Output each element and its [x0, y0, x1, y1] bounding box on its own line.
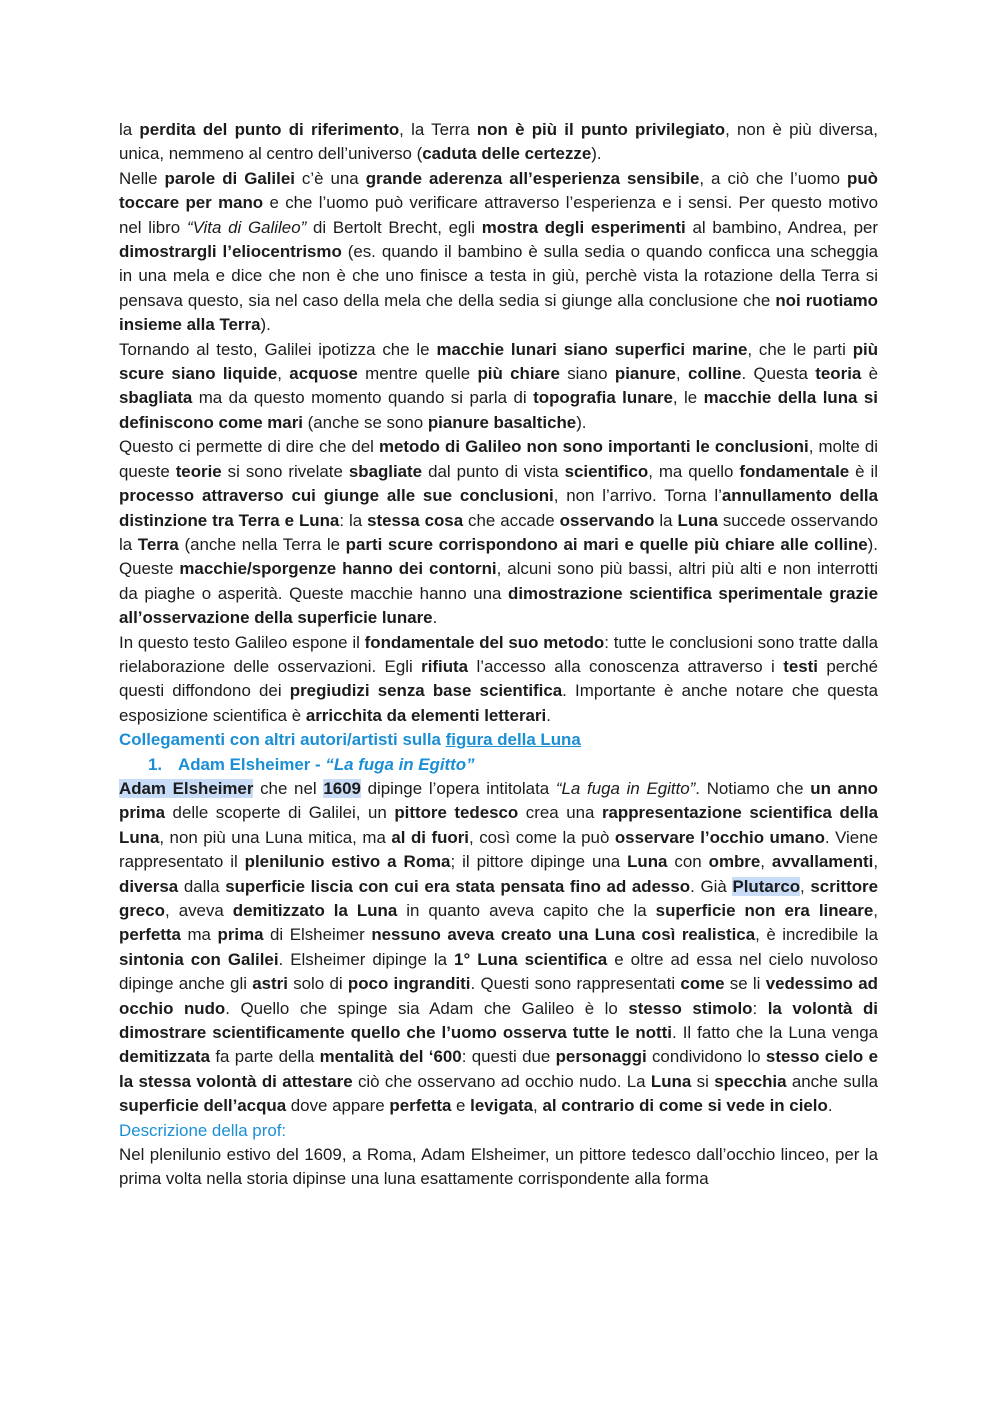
- text-run: , alcuni sono più bassi, altri più alti e non interrotti da piaghe o asperità. Queste macchie hanno una: [119, 559, 879, 603]
- bold-text: teoria: [815, 364, 862, 384]
- paragraph-metodo-galileo: [119, 435, 878, 630]
- bold-text: osservando: [559, 510, 655, 530]
- subheading-prefix: Adam Elsheimer -: [178, 754, 326, 774]
- section-heading-collegamenti: [119, 728, 878, 752]
- paragraph-fondamentale-metodo: [119, 631, 878, 729]
- paragraph-macchie-lunari: [119, 338, 878, 436]
- bold-text: astri: [252, 974, 288, 994]
- text-run: ma: [180, 925, 218, 945]
- text-run: Questo ci permette di dire che del: [119, 437, 379, 457]
- bold-text: dimostrargli l’eliocentrismo: [119, 242, 342, 262]
- bold-text: Luna: [627, 852, 668, 872]
- bold-text: processo attraverso cui giunge alle sue conclusioni: [119, 486, 554, 506]
- text-run: ).: [260, 315, 271, 335]
- bold-text: annullamento della distinzione tra Terra e Luna: [119, 486, 879, 530]
- text-run: : questi due: [461, 1047, 556, 1067]
- bold-text: dimostrazione scientifica sperimentale grazie all’osservazione della superficie lunare: [119, 583, 878, 628]
- text-run: che accade: [463, 510, 560, 530]
- bold-text: un anno prima: [119, 778, 878, 823]
- text-run: ,: [277, 364, 290, 384]
- bold-text: pianure basaltiche: [427, 412, 577, 432]
- bold-text: grande aderenza all’esperienza sensibile: [365, 168, 700, 188]
- paragraph-elsheimer: [119, 777, 878, 1119]
- bold-text: superficie non era lineare: [655, 901, 874, 920]
- bold-text: superficie dell’acqua: [119, 1096, 287, 1116]
- text-run: se li: [724, 974, 766, 994]
- text-run: ,: [873, 901, 878, 920]
- bold-text: rifiuta: [421, 656, 469, 676]
- text-run: , le: [672, 388, 704, 408]
- text-run: , aveva: [165, 901, 233, 920]
- text-run: .: [546, 705, 551, 725]
- text-run: con: [667, 852, 709, 872]
- subheading-title: “La fuga in Egitto”: [325, 754, 475, 774]
- text-run: . Viene rappresentato il: [119, 827, 878, 872]
- bold-text: personaggi: [555, 1047, 647, 1067]
- bold-text: la volontà di dimostrare scientificamente quello che l’uomo osserva tutte le notti: [119, 998, 878, 1043]
- bold-text: acquose: [289, 364, 358, 384]
- text-run: . Importante è anche notare che questa esposizione scientifica è: [119, 681, 878, 725]
- text-run: dipinge l’opera intitolata: [360, 778, 556, 798]
- bold-text: arricchita da elementi letterari: [305, 705, 547, 725]
- bold-text: stesso stimolo: [628, 998, 753, 1018]
- text-run: la: [119, 120, 140, 139]
- text-run: ; il pittore dipinge una: [450, 852, 628, 872]
- text-run: , non è più diversa, unica, nemmeno al centro dell’universo (: [119, 120, 878, 164]
- text-run: Nel plenilunio estivo del 1609, a Roma, Adam Elsheimer, un pittore tedesco dall’occhio linceo, per la prima volta nella storia dipinse una luna esattamente corrispondente alla forma: [119, 1145, 878, 1189]
- text-run: è: [861, 364, 879, 384]
- bold-text: plenilunio estivo a Roma: [244, 852, 451, 872]
- paragraph-plenilunio: [119, 1143, 878, 1192]
- bold-text: può toccare per mano: [119, 168, 878, 213]
- text-run: e che l’uomo può verificare attraverso l’esperienza e i sensi. Per questo motivo nel libro: [119, 193, 878, 237]
- text-run: delle scoperte di Galilei, un: [165, 803, 395, 823]
- text-run: ).: [576, 412, 587, 432]
- bold-text: al contrario di come si vede in cielo: [542, 1096, 828, 1116]
- heading-link-figura-luna[interactable]: figura della Luna: [445, 730, 581, 750]
- highlighted-text: Adam Elsheimer: [119, 778, 254, 798]
- text-run: di Elsheimer: [263, 925, 372, 945]
- bold-text: levigata: [470, 1096, 534, 1116]
- bold-text: ombre: [708, 852, 761, 872]
- text-run: , a ciò che l’uomo: [699, 168, 848, 188]
- list-number: 1.: [148, 754, 163, 774]
- text-run: . Già: [690, 876, 733, 896]
- text-run: fa parte della: [210, 1047, 320, 1067]
- bold-text: scientifico: [564, 461, 649, 481]
- text-run: ,: [533, 1096, 543, 1116]
- text-run: In questo testo Galileo espone il: [119, 632, 365, 652]
- bold-text: al di fuori: [391, 827, 469, 847]
- bold-text: testi: [783, 656, 818, 676]
- bold-text: diversa: [119, 876, 179, 896]
- text-run: ,: [760, 852, 772, 872]
- bold-text: stessa cosa: [367, 510, 464, 530]
- bold-text: Luna: [677, 510, 718, 530]
- text-run: .: [432, 608, 438, 628]
- text-run: , la Terra: [399, 120, 477, 139]
- text-run: in quanto aveva capito che la: [397, 901, 656, 920]
- bold-text: avvallamenti: [771, 852, 874, 872]
- bold-text: 1° Luna scientifica: [454, 949, 608, 969]
- text-run: si: [691, 1071, 715, 1091]
- text-run: (anche se sono: [302, 412, 428, 432]
- text-run: , ma quello: [648, 461, 740, 481]
- text-run: ,: [675, 364, 688, 384]
- highlighted-text: 1609: [323, 778, 361, 798]
- text-run: di Bertolt Brecht, egli: [306, 217, 482, 237]
- bold-text: topografia lunare: [533, 388, 673, 408]
- bold-text: fondamentale: [739, 461, 850, 481]
- text-run: . Il fatto che la Luna venga: [672, 1023, 878, 1043]
- bold-text: sbagliata: [119, 388, 193, 408]
- paragraph-parole-galilei: [119, 167, 878, 338]
- text-run: dal punto di vista: [422, 461, 565, 481]
- text-run: ,: [800, 876, 811, 896]
- bold-text: teorie: [175, 461, 222, 481]
- bold-text: demitizzata: [119, 1047, 211, 1067]
- text-run: dove appare: [286, 1096, 390, 1116]
- bold-text: vedessimo ad occhio nudo: [119, 974, 878, 1018]
- text-run: l’accesso alla conoscenza attraverso i: [468, 656, 784, 676]
- text-run: , molte di queste: [119, 437, 878, 481]
- highlighted-text: Plutarco: [732, 876, 801, 896]
- text-run: , non l’arrivo. Torna l’: [553, 486, 722, 506]
- text-run: anche sulla: [786, 1071, 878, 1091]
- bold-text: noi ruotiamo insieme alla Terra: [119, 290, 878, 335]
- prof-description-label: Descrizione della prof:: [119, 1120, 287, 1140]
- bold-text: Luna: [650, 1071, 692, 1091]
- italic-text: “Vita di Galileo”: [186, 217, 307, 237]
- bold-text: osservare l’occhio umano: [614, 827, 825, 847]
- bold-text: pittore tedesco: [394, 803, 519, 823]
- bold-text: parti scure corrispondono ai mari e quelle più chiare alle colline: [345, 534, 868, 554]
- text-run: e: [451, 1096, 471, 1116]
- text-run: la: [654, 510, 678, 530]
- text-run: .: [827, 1096, 833, 1116]
- text-run: , che le parti: [747, 339, 853, 359]
- bold-text: demitizzato la Luna: [232, 901, 398, 920]
- text-run: (es. quando il bambino è sulla sedia o quando conficca una scheggia in una mela e dice che non è che uno finisce a testa in giù, perchè vista la rotazione della Terra si pensava questo, sia nel caso della mela che della sedia si giunge alla conclusione che: [119, 242, 878, 310]
- bold-text: parole di Galilei: [164, 168, 295, 188]
- text-run: . Quello che spinge sia Adam che Galileo è lo: [225, 998, 629, 1018]
- italic-text: “La fuga in Egitto”: [555, 778, 696, 798]
- text-run: Tornando al testo, Galilei ipotizza che le: [119, 339, 437, 359]
- bold-text: mentalità del ‘600: [319, 1047, 462, 1067]
- text-run: mentre quelle: [357, 364, 478, 384]
- text-run: . Notiamo che: [695, 778, 811, 798]
- document-page: [119, 118, 878, 1192]
- text-run: . Elsheimer dipinge la: [278, 949, 455, 969]
- text-run: perché questi diffondono dei: [119, 656, 878, 701]
- text-run: e oltre ad essa nel cielo nuvoloso dipinge anche gli: [119, 949, 878, 994]
- bold-text: scrittore greco: [119, 876, 878, 920]
- bold-text: specchia: [714, 1071, 787, 1091]
- text-run: , è incredibile la: [755, 925, 878, 945]
- bold-text: perdita del punto di riferimento: [139, 120, 400, 139]
- text-run: siano: [559, 364, 615, 384]
- bold-text: come: [680, 974, 725, 994]
- bold-text: rappresentazione scientifica della Luna: [119, 803, 878, 847]
- bold-text: mostra degli esperimenti: [481, 217, 686, 237]
- bold-text: poco ingranditi: [347, 974, 471, 994]
- bold-text: macchie lunari siano superfici marine: [436, 339, 748, 359]
- text-run: crea una: [518, 803, 602, 823]
- text-run: ma da questo momento quando si parla di: [192, 388, 534, 408]
- bold-text: nessuno aveva creato una Luna così realistica: [371, 925, 756, 945]
- text-run: al bambino, Andrea, per: [685, 217, 878, 237]
- bold-text: perfetta: [389, 1096, 452, 1116]
- text-run: , così come la può: [469, 827, 615, 847]
- text-run: ).: [591, 144, 602, 164]
- bold-text: metodo di Galileo non sono importanti le conclusioni: [378, 437, 809, 457]
- list-item-adam-elsheimer: [119, 753, 878, 777]
- bold-text: prima: [217, 925, 264, 945]
- bold-text: perfetta: [119, 925, 181, 945]
- bold-text: macchie della luna si definiscono come mari: [119, 388, 878, 432]
- text-run: c’è una: [294, 168, 366, 188]
- text-run: è il: [849, 461, 878, 481]
- bold-text: più scure siano liquide: [119, 339, 879, 384]
- text-run: (anche nella Terra le: [178, 534, 346, 554]
- text-run: Nelle: [119, 168, 165, 188]
- text-run: che nel: [253, 778, 324, 798]
- bold-text: fondamentale del suo metodo: [364, 632, 605, 652]
- text-run: dalla: [178, 876, 226, 896]
- bold-text: caduta delle certezze: [422, 144, 592, 164]
- bold-text: sintonia con Galilei: [119, 949, 279, 969]
- bold-text: pregiudizi senza base scientifica: [289, 681, 563, 701]
- bold-text: stesso cielo e la stessa volontà di attestare: [119, 1047, 878, 1091]
- text-run: solo di: [287, 974, 348, 994]
- text-run: ciò che osservano ad occhio nudo. La: [352, 1071, 651, 1091]
- text-run: condividono lo: [646, 1047, 766, 1067]
- bold-text: non è più il punto privilegiato: [476, 120, 726, 139]
- bold-text: macchie/sporgenze hanno dei contorni: [179, 559, 497, 579]
- bold-text: più chiare: [477, 364, 560, 384]
- heading-text: Collegamenti con altri autori/artisti sulla: [119, 730, 446, 750]
- text-run: : la: [339, 510, 368, 530]
- bold-text: colline: [687, 364, 742, 384]
- bold-text: pianure: [614, 364, 676, 384]
- paragraph-perdita-riferimento: [119, 118, 878, 167]
- text-run: . Questi sono rappresentati: [470, 974, 681, 994]
- text-run: , non più una Luna mitica, ma: [159, 827, 392, 847]
- text-run: si sono rivelate: [221, 461, 349, 481]
- text-run: :: [752, 998, 768, 1018]
- bold-text: superficie liscia con cui era stata pensata fino ad adesso: [225, 876, 691, 896]
- text-run: ,: [873, 852, 879, 872]
- bold-text: sbagliate: [348, 461, 423, 481]
- text-run: succede osservando la: [119, 510, 878, 554]
- text-run: : tutte le conclusioni sono tratte dalla rielaborazione delle osservazioni. Egli: [119, 632, 878, 676]
- bold-text: Terra: [137, 534, 179, 554]
- text-run: . Questa: [741, 364, 816, 384]
- text-run: ). Queste: [119, 534, 878, 579]
